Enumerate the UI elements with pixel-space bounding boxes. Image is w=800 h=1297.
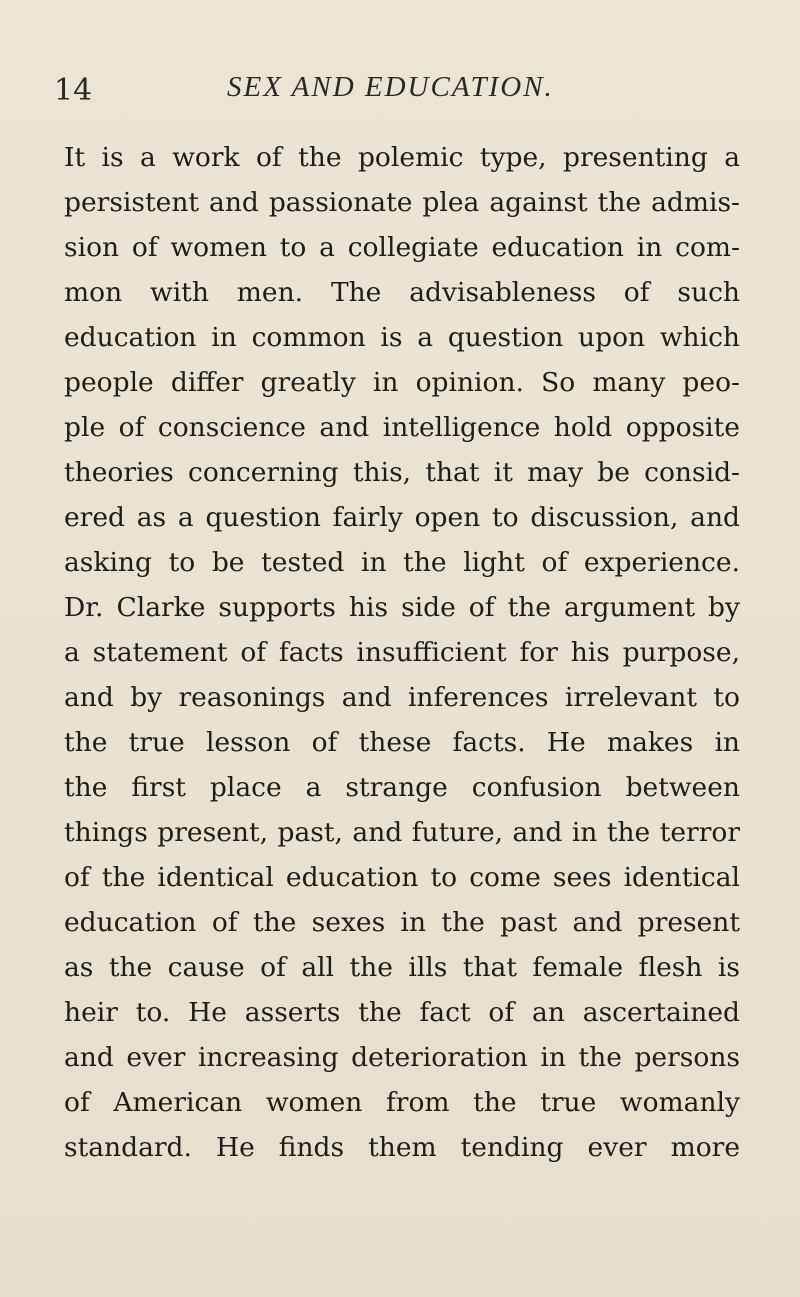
text-line: ple of conscience and intelligence hold opposite <box>64 412 740 443</box>
text-line: a statement of facts insufficient for his purpose, <box>64 637 740 668</box>
page-number: 14 <box>54 73 93 108</box>
body-text <box>64 135 740 1170</box>
text-line: people differ greatly in opinion. So many peo- <box>64 367 740 398</box>
text-line: It is a work of the polemic type, presenting a <box>64 142 740 173</box>
text-line: things present, past, and future, and in the terror <box>64 817 740 848</box>
text-line: Dr. Clarke supports his side of the argument by <box>64 592 740 623</box>
text-line: education in common is a question upon which <box>64 322 740 353</box>
text-line: of American women from the true womanly <box>64 1087 740 1118</box>
text-line: persistent and passionate plea against the admis- <box>64 187 740 218</box>
text-line: the first place a strange confusion between <box>64 772 740 803</box>
text-line: standard. He finds them tending ever more <box>64 1132 740 1163</box>
text-line: and by reasonings and inferences irrelevant to <box>64 682 740 713</box>
text-line: education of the sexes in the past and present <box>64 907 740 938</box>
text-line: as the cause of all the ills that female flesh is <box>64 952 740 983</box>
text-line: heir to. He asserts the fact of an ascertained <box>64 997 740 1028</box>
text-line: mon with men. The advisableness of such <box>64 277 740 308</box>
text-line: ered as a question fairly open to discussion, and <box>64 502 740 533</box>
running-head <box>54 66 754 106</box>
text-line: theories concerning this, that it may be consid- <box>64 457 740 488</box>
text-line: of the identical education to come sees identical <box>64 862 740 893</box>
text-line: sion of women to a collegiate education in com- <box>64 232 740 263</box>
text-line: the true lesson of these facts. He makes in <box>64 727 740 758</box>
text-line: asking to be tested in the light of experience. <box>64 547 740 578</box>
text-line: and ever increasing deterioration in the persons <box>64 1042 740 1073</box>
running-title: SEX AND EDUCATION. <box>227 71 554 103</box>
